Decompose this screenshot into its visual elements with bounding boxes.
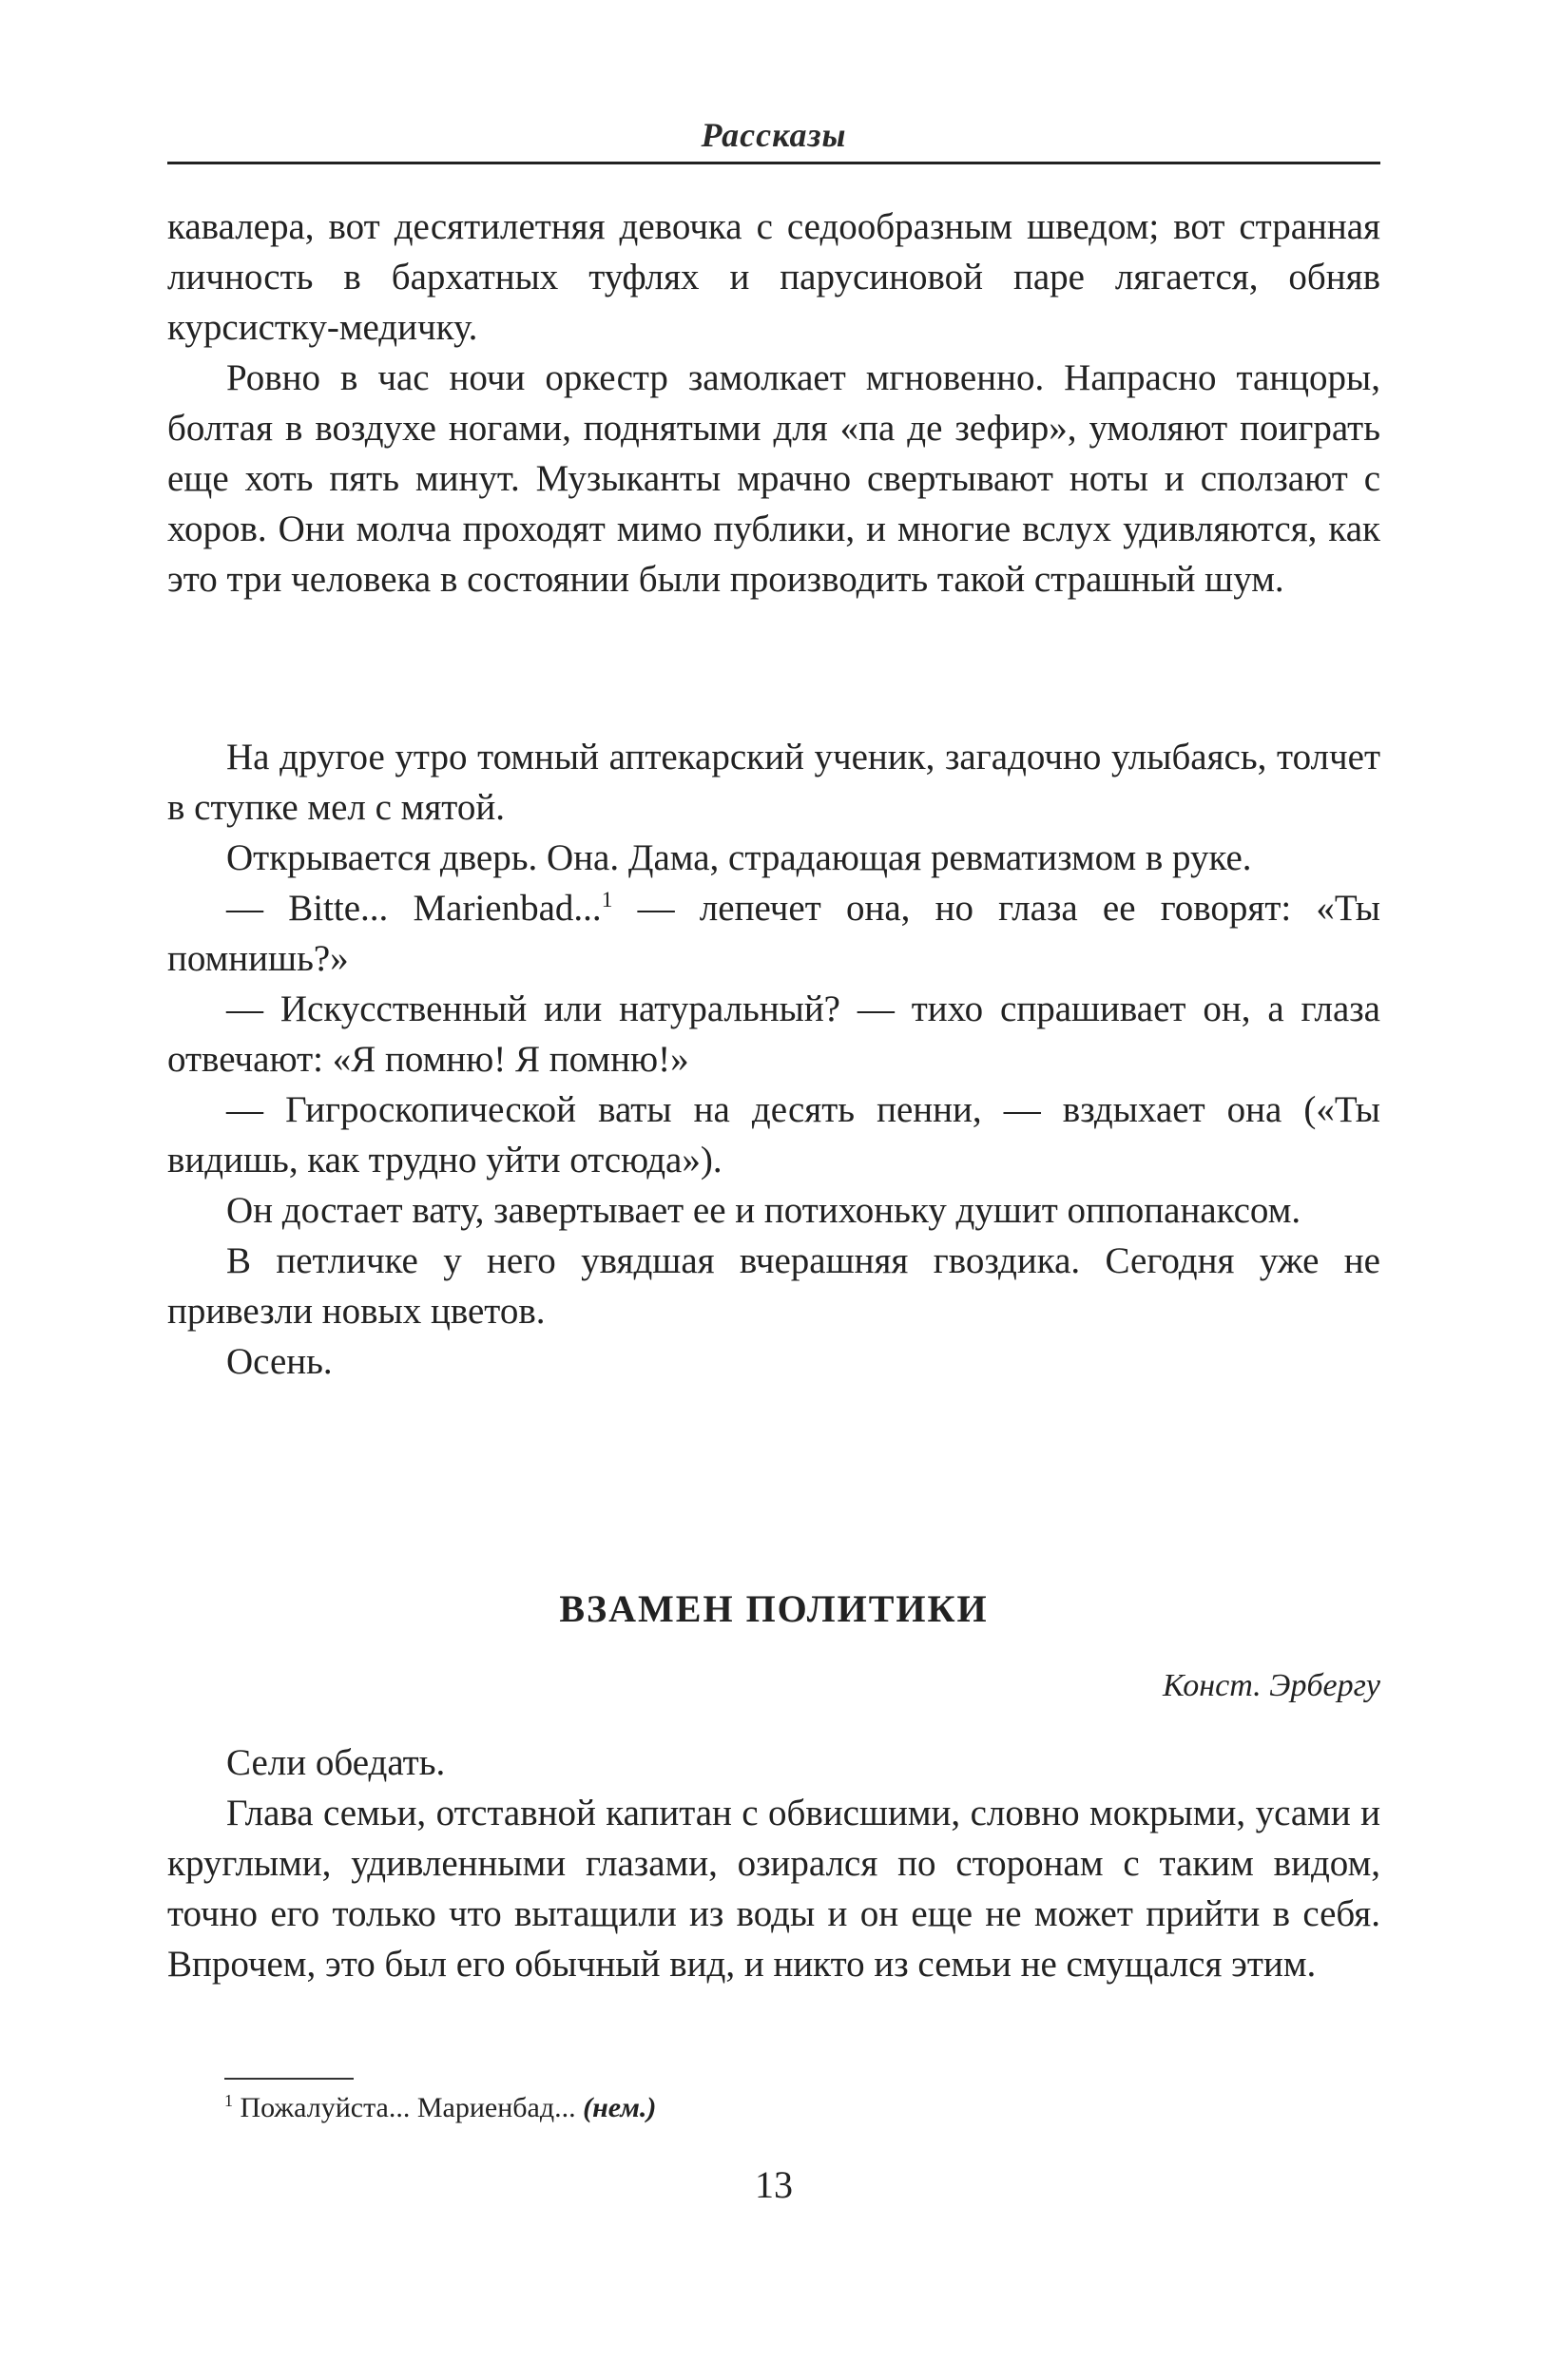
story-title: ВЗАМЕН ПОЛИТИКИ (559, 1587, 989, 1630)
paragraph-artificial: — Искусственный или натуральный? — тихо спрашивает он, а глаза отвечают: «Я помню! Я помню!» (167, 988, 1380, 1080)
paragraph-continuation: кавалера, вот десятилетняя девочка с седообразным шведом; вот странная личность в бархатных туфлях и парусиновой паре лягается, обняв курсистку-медичку. (167, 206, 1380, 348)
footnote-language: (нем.) (583, 2092, 657, 2123)
paragraph-orchestra: Ровно в час ночи оркестр замолкает мгновенно. Напрасно танцоры, болтая в воздухе ногами, поднятыми для «па де зефир», умоляют поиграть еще хоть пять минут. Музыканты мрачно свертывают ноты и сползают с хоров. Они молча проходят мимо публики, и многие вслух удивляются, как это три человека в состоянии были производить такой страшный шум. (167, 357, 1380, 600)
section-continuation (167, 202, 1380, 605)
header-rule (167, 162, 1380, 164)
running-header: Рассказы (701, 116, 847, 154)
paragraph-autumn: Осень. (226, 1341, 333, 1382)
footnote (224, 2089, 1365, 2127)
section-story (167, 1737, 1380, 1989)
bitte-text: — Bitte... Marienbad... (226, 888, 602, 929)
paragraph-opopanax: Он достает вату, завертывает ее и потихоньку душит оппопанаксом. (226, 1190, 1301, 1231)
story-dedication: Конст. Эрбергу (1162, 1668, 1380, 1703)
bitte-text-rest: — лепечет она, но глаза ее говорят: «Ты помнишь?» (167, 888, 1381, 979)
paragraph-bitte (167, 883, 1380, 984)
paragraph-cotton: — Гигроскопической ваты на десять пенни, — вздыхает она («Ты видишь, как трудно уйти отсюда»). (167, 1089, 1380, 1180)
paragraph-captain: Глава семьи, отставной капитан с обвисшими, словно мокрыми, усами и круглыми, удивленными глазами, озирался по сторонам с таким видом, точно его только что вытащили из воды и он еще не может прийти в себя. Впрочем, это был его обычный вид, и никто из семьи не смущался этим. (167, 1793, 1380, 1985)
page-number: 13 (755, 2163, 793, 2206)
footnote-reference: 1 (601, 888, 613, 912)
paragraph-morning: На другое утро томный аптекарский ученик, загадочно улыбаясь, толчет в ступке мел с мятой. (167, 737, 1380, 828)
footnote-text: Пожалуйста... Мариенбад... (240, 2092, 584, 2123)
footnote-mark: 1 (224, 2091, 233, 2110)
paragraph-door: Открывается дверь. Она. Дама, страдающая ревматизмом в руке. (226, 837, 1252, 878)
paragraph-dinner: Сели обедать. (226, 1742, 446, 1783)
footnote-rule (224, 2078, 354, 2080)
paragraph-carnation: В петличке у него увядшая вчерашняя гвоздика. Сегодня уже не привезли новых цветов. (167, 1240, 1380, 1332)
section-morning (167, 732, 1380, 1387)
